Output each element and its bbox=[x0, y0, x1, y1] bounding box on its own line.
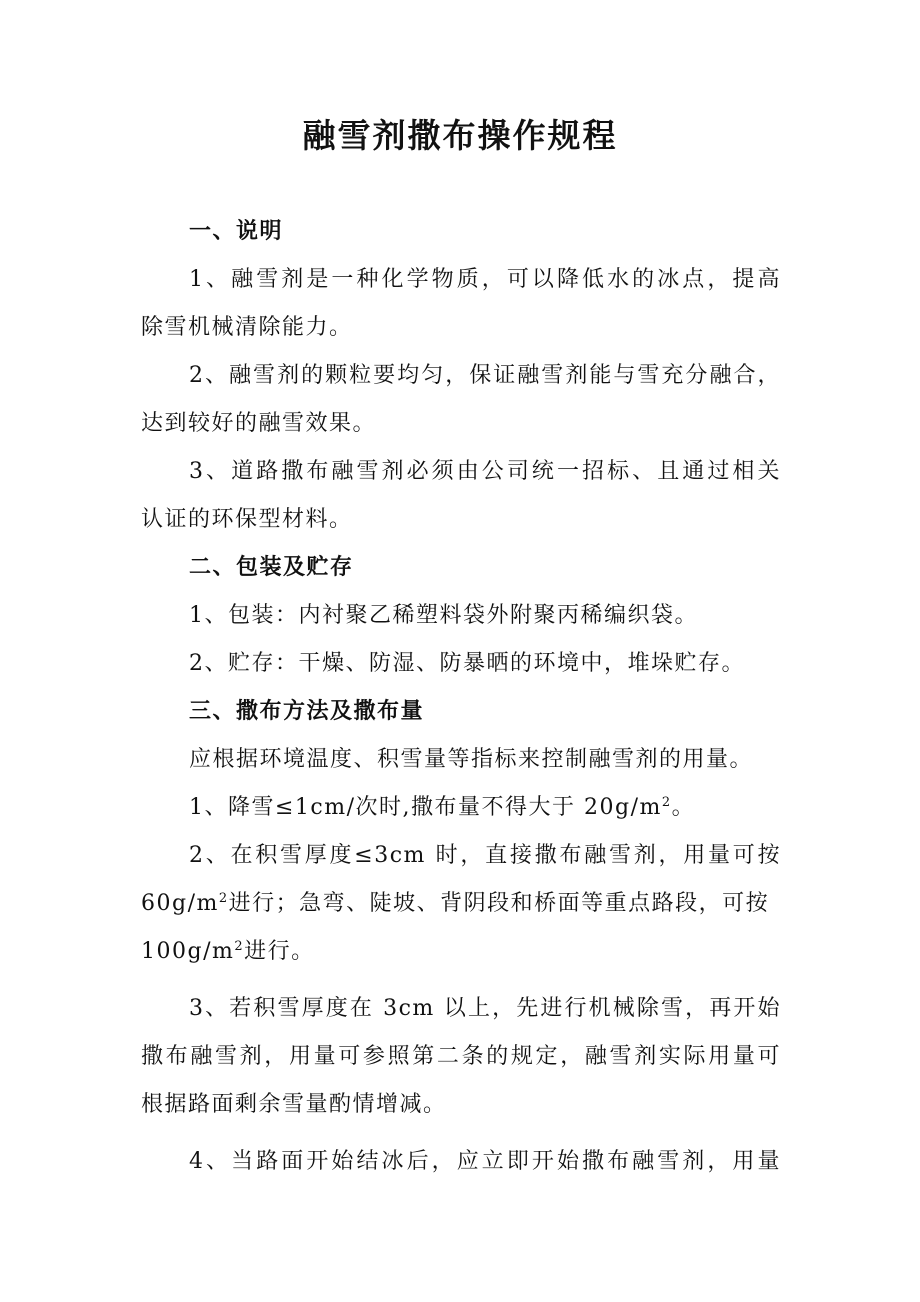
paragraph-line: 认证的环保型材料。 bbox=[141, 507, 353, 532]
text-run: 60g/m bbox=[141, 891, 219, 916]
section-heading-spreading-method: 三、撒布方法及撒布量 bbox=[189, 699, 425, 724]
paragraph-line: 4、当路面开始结冰后，应立即开始撒布融雪剂，用量 bbox=[189, 1149, 781, 1174]
text-run: 。 bbox=[671, 795, 696, 820]
paragraph-line: 1、包装：内衬聚乙稀塑料袋外附聚丙稀编织袋。 bbox=[189, 603, 698, 628]
paragraph-line: 3、道路撒布融雪剂必须由公司统一招标、且通过相关 bbox=[189, 459, 781, 484]
paragraph-line: 2、贮存：干燥、防湿、防暴晒的环境中，堆垛贮存。 bbox=[189, 651, 745, 676]
paragraph-line: 3、若积雪厚度在 3cm 以上，先进行机械除雪，再开始 bbox=[189, 996, 781, 1021]
superscript: 2 bbox=[661, 795, 672, 810]
paragraph-line bbox=[141, 784, 781, 832]
document-title: 融雪剂撒布操作规程 bbox=[302, 116, 618, 155]
section-heading-explanation: 一、说明 bbox=[189, 219, 284, 244]
text-run: 进行；急弯、陡坡、背阴段和桥面等重点路段，可按 bbox=[228, 891, 770, 916]
superscript: 2 bbox=[234, 939, 245, 954]
text-run: 进行。 bbox=[244, 939, 315, 964]
paragraph-line: 2、在积雪厚度≤3cm 时，直接撒布融雪剂，用量可按 bbox=[189, 843, 781, 868]
document-body bbox=[141, 208, 781, 1186]
paragraph-line: 1、融雪剂是一种化学物质，可以降低水的冰点，提高 bbox=[189, 267, 781, 292]
paragraph-line bbox=[141, 928, 781, 976]
text-run: 1、降雪≤1cm/次时,撒布量不得大于 20g/m bbox=[189, 795, 662, 820]
paragraph-line: 除雪机械清除能力。 bbox=[141, 315, 353, 340]
paragraph-line: 2、融雪剂的颗粒要均匀，保证融雪剂能与雪充分融合， bbox=[189, 363, 781, 388]
paragraph-line: 撒布融雪剂，用量可参照第二条的规定，融雪剂实际用量可 bbox=[141, 1044, 781, 1069]
paragraph-line bbox=[141, 880, 781, 928]
section-heading-packaging-storage: 二、包装及贮存 bbox=[189, 555, 354, 580]
superscript: 2 bbox=[218, 891, 229, 906]
paragraph-line: 根据路面剩余雪量酌情增减。 bbox=[141, 1092, 447, 1117]
paragraph-line: 达到较好的融雪效果。 bbox=[141, 411, 377, 436]
text-run: 100g/m bbox=[141, 939, 235, 964]
paragraph-line: 应根据环境温度、积雪量等指标来控制融雪剂的用量。 bbox=[189, 747, 754, 772]
